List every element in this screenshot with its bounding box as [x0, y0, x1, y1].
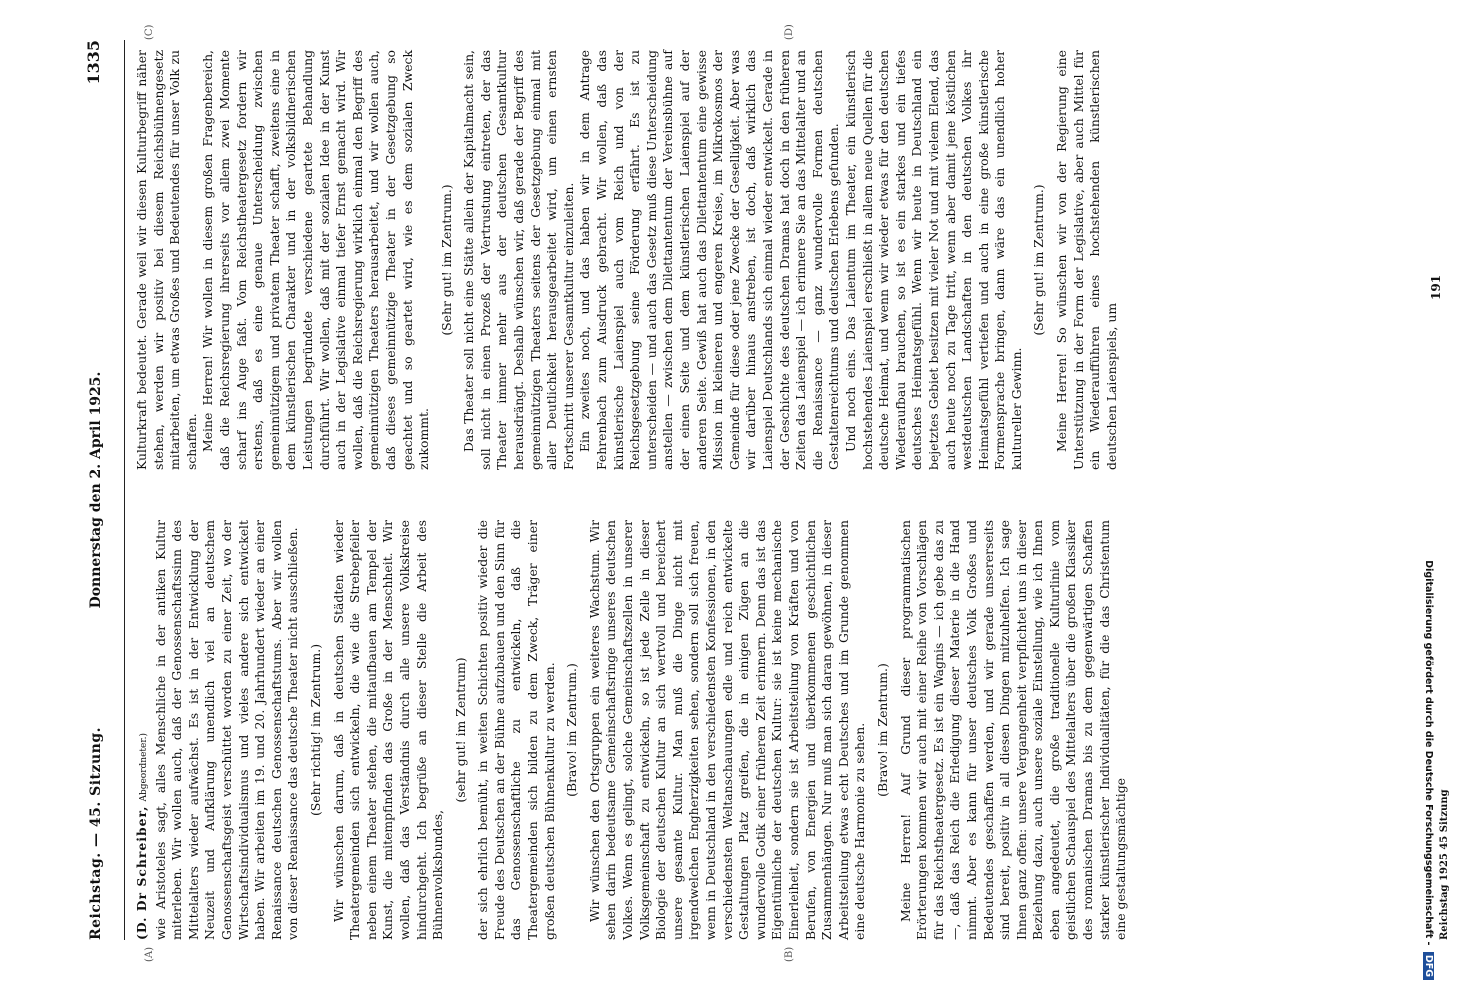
page-header: [84, 40, 125, 940]
right-column: [134, 50, 1120, 470]
paragraph: Ein zweites noch, und das haben wir in dem Antrage Fehrenbach zum Ausdruck gebracht. Wir wollen, daß das künstlerische Laienspiel auch vom Reich und von der Reichsgesetzgebung seine Förderung erfährt. Es ist zu unterscheiden — und auch das Gesetz muß diese Unterscheidung anstellen — zwischen dem Dilettantentum der Vereinsbühne auf der einen Seite und dem künstlerischen Laienspiel auf der anderen Seite. Gewiß hat auch das Dilettantentum eine gewisse Mission im kleineren und engeren Kreise, im Mikrokosmos der Gemeinde für diese oder jene Zwecke der Geselligkeit. Aber was wir darüber hinaus anstreben, ist doch, daß wirklich das Laienspiel Deutschlands sich einmal wieder entwickelt. Gerade in der Geschichte des deutschen Dramas hat doch in den früheren Zeiten das Laienspiel — ich erinnere Sie an das Mittelalter und an die Renaissance — ganz wundervolle Formen deutschen Gestaltenreichtums und deutschen Erlebens gefunden.: [577, 50, 842, 470]
document-page: [84, 24, 1464, 962]
interjection: (Sehr gut! im Zentrum.): [1031, 184, 1047, 336]
paragraph: Meine Herren! So wünschen wir von der Regierung eine Unterstützung in der Form der Legislative, aber auch Mittel für ein Wiederaufführen eines hochstehenden künstlerischen deutschen Laienspiels, um: [1054, 50, 1119, 470]
margin-mark-b: (B): [784, 946, 795, 962]
interjection: (Bravo! im Zentrum.): [874, 663, 890, 797]
footer-left: Reichstag 1925 45 Sitzung: [1439, 789, 1450, 940]
paragraph: Wir wünschen den Ortsgruppen ein weiteres Wachstum. Wir sehen darin bedeutsame Gemeinschaftsringe unseres deutschen Volkes. Wenn es gelingt, solche Gemeinschaftszellen in unserer Volksgemeinschaft zu entwickeln, so ist jede Zelle in dieser Biologie der deutschen Kultur an sich wertvoll und bereichert unsere gesamte Kultur. Man muß die Dinge nicht mit irgendwelchen Engherzigkeiten sehen, sondern soll sich freuen, wenn in Deutschland in den verschiedensten Konfessionen, in den verschiedensten Weltanschauungen edle und reich entwickelte Gestaltungen Platz greifen, die in einigen Zügen an die wundervolle Gotik einer früheren Zeit erinnern. Denn das ist das Eigentümliche der deutschen Kultur: sie ist keine mechanische Einerleiheit, sondern sie ist Arbeitsteilung von Kräften und von Berufen, von Energien und überkommenen geschichtlichen Zusammenhängen. Nur muß man sich daran gewöhnen, in dieser Arbeitsteilung etwas echt Deutsches und im Grunde genommen eine deutsche Harmonie zu sehen.: [586, 520, 868, 940]
margin-mark-c: (C): [144, 24, 155, 40]
credit-text: Digitalisierung gefördert durch die Deutsche Forschungsgemeinschaft -: [1423, 560, 1434, 946]
paragraph: Meine Herren! Auf Grund dieser programmatischen Erörterungen kommen wir auch mit einer Reihe von Vorschlägen für das Reichstheatergesetz. Es ist ein Wagnis — ich gebe das zu —, daß das Reich die Erledigung dieser Materie in die Hand nimmt. Aber es kann für unser deutsches Volk Großes und Bedeutendes geschaffen werden, und wir gerade unsererseits sind bereit, positiv in all diesen Dingen mitzuhelfen. Ich sage Ihnen ganz offen: unsere Vergangenheit verpflichtet uns in dieser Beziehung dazu, auch unsere soziale Einstellung, wie ich Ihnen eben angedeutet, die große traditionelle Kulturlinie vom geistlichen Schauspiel des Mittelalters über die großen Klassiker des romanischen Dramas bis zu dem gegenwärtigen Schaffen starker künstlerischer Individualitäten, für die das Christentum eine gestaltungsmächtige: [897, 520, 1129, 940]
margin-mark-a: (A): [144, 946, 155, 962]
paragraph: Meine Herren! Wir wollen in diesem großen Fragenbereich, daß die Reichsregierung ihrerseits vor allem zwei Momente scharf ins Auge faßt. Vom Reichstheatergesetz fordern wir erstens, daß es eine genaue Unterscheidung zwischen gemeinnützigem und privatem Theater schafft, zweitens eine in dem künstlerischen Charakter und in der volksbildnerischen Leistungen begründete verschiedene geartete Behandlung durchführt. Wir wollen, daß mit der sozialen Idee in der Kunst auch in der Legislative einmal tiefer Ernst gemacht wird. Wir wollen, daß die Reichsregierung wirklich einmal den Begriff des gemeinnützigen Theaters herausarbeitet, und wir wollen auch, daß dieses gemeinnützige Theater in der Gesetzgebung so geachtet und so geartet wird, wie es dem sozialen Zweck zukommt.: [200, 50, 432, 470]
paragraph: wie Aristoteles sagt, alles Menschliche in der antiken Kultur miterleben. Wir wollen auch, daß der Genossenschaftssinn des Mittelalters wieder aufwächst. Es ist in der Entwicklung der Neuzeit und Aufklärung unendlich viel an deutschem Genossenschaftsgeist verschüttet worden zu einer Zeit, wo der Wirtschaftsindividualismus und vieles andere sich entwickelt haben. Wir arbeiten im 19. und 20. Jahrhundert wieder an einer Renaissance deutschen Genossenschaftstums. Aber wir wollen von dieser Renaissance das deutsche Theater nicht ausschließen.: [152, 520, 301, 940]
paragraph: der sich ehrlich bemüht, in weiten Schichten positiv wieder die Freude des Deutschen an der Bühne aufzubauen und den Sinn für das Genossenschaftliche zu entwickeln, daß die Theatergemeinden sich bilden zu dem Zweck, Träger einer großen deutschen Bühnenkultur zu werden.: [475, 520, 557, 940]
digitization-credit: [1420, 20, 1434, 980]
speaker-name: (D. Dr Schreiber,: [134, 805, 149, 940]
signature-number: 191: [1429, 274, 1443, 300]
header-date: Donnerstag den 2. April 1925.: [88, 371, 104, 609]
header-title: Reichstag. — 45. Sitzung.: [88, 727, 104, 940]
interjection: (Sehr richtig! im Zentrum.): [307, 643, 323, 817]
paragraph: Wir wünschen darum, daß in deutschen Städten wieder Theatergemeinden sich entwickeln, die wie die Strebepfeiler neben einem Theater stehen, die mitaufbauen am Tempel der Kunst, die mitempfinden das Große in der Menschheit. Wir wollen, daß das Verständnis durch alle unsere Volkskreise hindurchgeht. Ich begrüße an dieser Stelle die Arbeit des Bühnenvolksbundes,: [330, 520, 446, 940]
paragraph: Kulturkraft bedeutet. Gerade weil wir diesen Kulturbegriff näher stehen, werden wir positiv bei diesem Reichsbühnengesetz mitarbeiten, um etwas Großes und Bedeutendes für unser Volk zu schaffen.: [134, 50, 199, 470]
interjection: (Bravo! im Zentrum.): [564, 663, 580, 797]
speaker-note: Abgeordneter.): [139, 732, 149, 802]
margin-mark-d: (D): [784, 24, 795, 40]
paragraph: Das Theater soll nicht eine Stätte allein der Kapitalmacht sein, soll nicht in einen Prozeß der Vertrustung eintreten, der das Theater immer mehr aus der deutschen Gesamtkultur herausdrängt. Deshalb wünschen wir, daß gerade der Begriff des gemeinnützigen Theaters seitens der Gesetzgebung einmal mit aller Deutlichkeit herausgearbeitet wird, um einen ernsten Fortschritt unserer Gesamtkultur einzuleiten.: [461, 50, 576, 470]
left-column: [134, 520, 1130, 940]
page-number: 1335: [84, 40, 103, 85]
dfg-logo: DFG: [1423, 952, 1434, 980]
paragraph: Und noch eins. Das Laientum im Theater, ein künstlerisch hochstehendes Laienspiel erschließt in allem neue Quellen für die deutsche Heimat, und wenn wir wieder etwas für den deutschen Wiederaufbau brauchen, so ist es ein starkes und ein tiefes deutsches Heimatsgefühl. Wenn wir heute in Deutschland ein bejetztes Gebiet besitzen mit vieler Not und mit vielem Elend, das auch heute noch zu Tage tritt, wenn aber damit jene köstlichen westdeutschen Landschaften in den deutschen Volkes ihr Heimatsgefühl vertiefen und auch in eine große künstlerische Formensprache bringen, dann wäre das ein unendlich hoher kultureller Gewinn.: [842, 50, 1024, 470]
interjection: (Sehr gut! im Zentrum.): [438, 184, 454, 336]
interjection: (sehr gut! im Zentrum): [452, 657, 468, 803]
